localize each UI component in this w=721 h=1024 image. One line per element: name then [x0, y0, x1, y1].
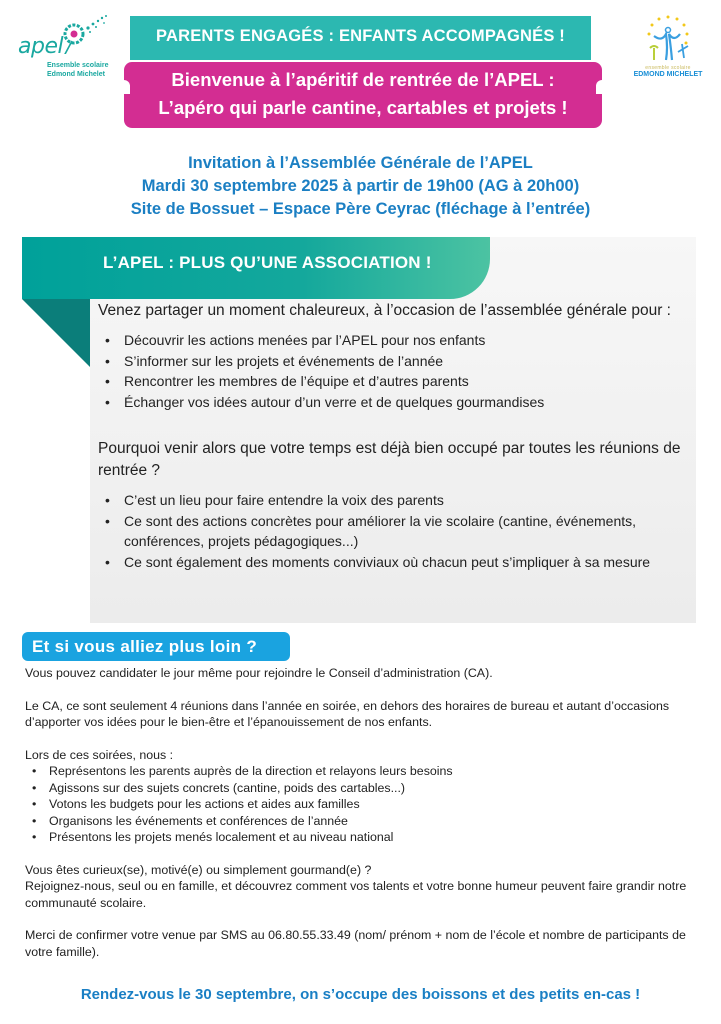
welcome-line-2: L’apéro qui parle cantine, cartables et projets !	[158, 97, 568, 118]
section-question: Pourquoi venir alors que votre temps est déjà bien occupé par toutes les réunions de rentrée ?	[98, 440, 681, 479]
ribbon-fold	[22, 299, 90, 367]
section-intro: Venez partager un moment chaleureux, à l’occasion de l’assemblée générale pour :	[98, 302, 671, 319]
invitation-location: Site de Bossuet – Espace Père Ceyrac (fléchage à l’entrée)	[130, 200, 591, 218]
section-title: L’APEL : PLUS QU’UNE ASSOCIATION !	[103, 253, 432, 272]
further-list-intro: Lors de ces soirées, nous :	[25, 747, 174, 762]
banner-notch-left	[118, 80, 130, 94]
welcome-banner	[124, 62, 602, 128]
welcome-line-1: Bienvenue à l’apéritif de rentrée de l’APEL :	[171, 69, 555, 90]
list-item: • Agissons sur des sujets concrets (cantine, poids des cartables...)	[25, 780, 705, 797]
further-p2: Le CA, ce sont seulement 4 réunions dans l’année en soirée, en dehors des horaires de bureau et autant d’occasions d’apporter vos idées pour le bien-être et l’épanouissement de nos enfants.	[25, 698, 670, 729]
list-item: • S’informer sur les projets et événements de l’année	[98, 351, 690, 372]
reasons-list	[98, 330, 690, 412]
further-heading	[22, 632, 290, 661]
ca-actions-list	[25, 763, 705, 846]
list-item: • Ce sont des actions concrètes pour améliorer la vie scolaire (cantine, événements, conférences, projets pédagogiques...)	[98, 511, 690, 552]
logo-left-line1: Ensemble scolaire	[47, 62, 109, 69]
invitation-title: Invitation à l’Assemblée Générale de l’APEL	[188, 154, 533, 172]
rsvp-text: Merci de confirmer votre venue par SMS au 06.80.55.33.49 (nom/ prénom + nom de l’école et nombre de participants de votre famille).	[25, 928, 686, 959]
list-item: • Présentons les projets menés localement et au niveau national	[25, 829, 705, 846]
apel-logo	[12, 12, 112, 84]
stars-figures-icon	[636, 12, 700, 64]
invitation-date: Mardi 30 septembre 2025 à partir de 19h00 (AG à 20h00)	[141, 177, 580, 195]
list-item: • Organisons les événements et conférences de l’année	[25, 813, 705, 830]
logo-left-line2: Edmond Michelet	[47, 71, 105, 78]
banner-notch-right	[596, 80, 608, 94]
further-title: Et si vous alliez plus loin ?	[32, 636, 258, 656]
further-p3-line1: Vous êtes curieux(se), motivé(e) ou simplement gourmand(e) ?	[25, 862, 372, 877]
list-item: • Rencontrer les membres de l’équipe et d’autres parents	[98, 371, 690, 392]
invitation-details	[0, 152, 721, 221]
further-p3-line2: Rejoignez-nous, seul ou en famille, et découvrez comment vos talents et votre bonne humeur peuvent faire grandir notre communauté scolaire.	[25, 879, 687, 910]
apel-wordmark: apel	[18, 34, 64, 59]
list-item: • Votons les budgets pour les actions et aides aux familles	[25, 796, 705, 813]
answers-list	[98, 490, 690, 572]
list-item: • C’est un lieu pour faire entendre la voix des parents	[98, 490, 690, 511]
edmond-michelet-logo	[628, 12, 708, 84]
tagline-text: PARENTS ENGAGÉS : ENFANTS ACCOMPAGNÉS !	[155, 26, 566, 45]
closing-line: Rendez-vous le 30 septembre, on s’occupe des boissons et des petits en-cas !	[80, 986, 641, 1003]
logo-right-line1: ensemble scolaire	[645, 65, 691, 71]
further-p1: Vous pouvez candidater le jour même pour rejoindre le Conseil d’administration (CA).	[25, 666, 493, 680]
list-item: • Découvrir les actions menées par l’APEL pour nos enfants	[98, 330, 690, 351]
association-content	[98, 300, 690, 572]
list-item: • Échanger vos idées autour d’un verre et de quelques gourmandises	[98, 392, 690, 413]
further-content	[25, 665, 705, 960]
list-item: • Ce sont également des moments conviviaux où chacun peut s’impliquer à sa mesure	[98, 552, 690, 573]
list-item: • Représentons les parents auprès de la direction et relayons leurs besoins	[25, 763, 705, 780]
tagline-banner	[130, 16, 591, 60]
logo-right-line2: EDMOND MICHELET	[633, 71, 703, 78]
section-header	[22, 237, 490, 299]
